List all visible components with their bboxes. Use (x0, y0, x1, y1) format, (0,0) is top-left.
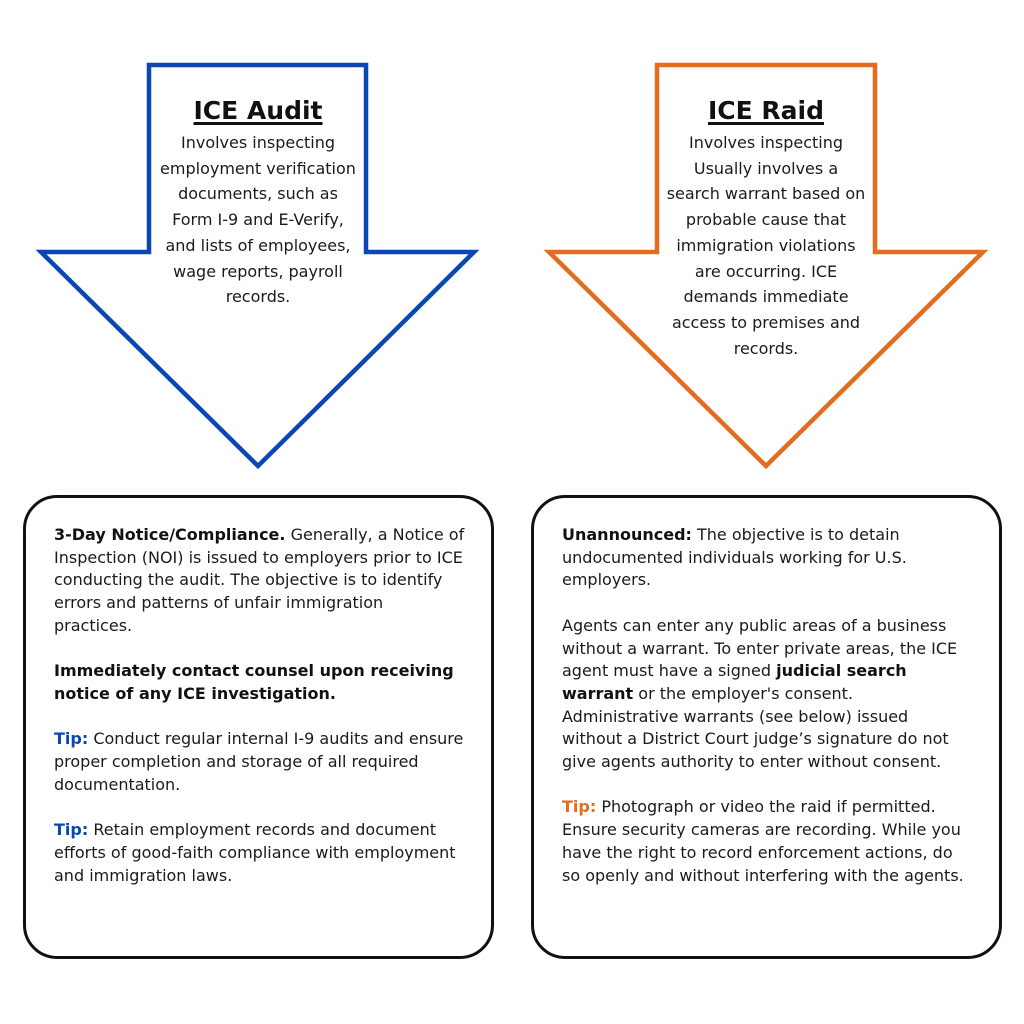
audit-details-box (23, 495, 494, 959)
audit-notice-label: 3-Day Notice/Compliance. (54, 525, 286, 544)
audit-tip-1-text: Conduct regular internal I-9 audits and ensure proper completion and storage of all required documentation. (54, 729, 464, 794)
raid-agents-text-2: or the employer's consent. Administrative warrants (see below) issued without a District Court judge’s signature do not give agents authority to enter without consent. (562, 683, 949, 772)
raid-tip-text: Photograph or video the raid if permitted. Ensure security cameras are recording. While you have the right to record enforcement actions, do so openly and without interfering with the agents. (562, 797, 964, 885)
raid-unannounced-text: The objective is to detain undocumented individuals working for U.S. employers. (562, 525, 907, 590)
raid-unannounced-label: Unannounced: (562, 525, 692, 544)
raid-tip-label: Tip: (562, 797, 597, 817)
audit-notice-text: Generally, a Notice of Inspection (NOI) is issued to employers prior to ICE conducting the audit. The objective is to identify errors and patterns of unfair immigration practices. (54, 525, 465, 635)
raid-agents-bold: judicial search warrant (562, 661, 907, 703)
raid-tip-paragraph (562, 796, 973, 887)
audit-tip-1-label: Tip: (54, 729, 89, 749)
audit-arrow-content (158, 96, 358, 310)
raid-unannounced-paragraph (562, 524, 973, 592)
raid-arrow-content (666, 96, 866, 361)
raid-agents-text-1: Agents can enter any public areas of a business without a warrant. To enter private areas, the ICE agent must have a signed (562, 615, 958, 681)
raid-details-box (531, 495, 1002, 959)
audit-tip-1-paragraph (54, 728, 465, 796)
audit-tip-2-label: Tip: (54, 820, 89, 840)
audit-tip-2-text: Retain employment records and document efforts of good-faith compliance with employment and immigration laws. (54, 820, 456, 885)
audit-tip-2-paragraph (54, 819, 465, 887)
audit-notice-paragraph (54, 524, 465, 638)
audit-counsel-text: Immediately contact counsel upon receiving notice of any ICE investigation. (54, 661, 454, 703)
raid-arrow-description: Involves inspecting Usually involves a search warrant based on probable cause that immigration violations are occurring. ICE demands immediate access to premises and records. (666, 133, 866, 358)
raid-title: ICE Raid (707, 96, 824, 125)
audit-arrow-description: Involves inspecting employment verification documents, such as Form I-9 and E-Verify, and lists of employees, wage reports, payroll records. (160, 133, 356, 307)
raid-agents-paragraph (562, 615, 973, 774)
audit-counsel-paragraph (54, 660, 465, 705)
audit-title: ICE Audit (193, 96, 323, 125)
